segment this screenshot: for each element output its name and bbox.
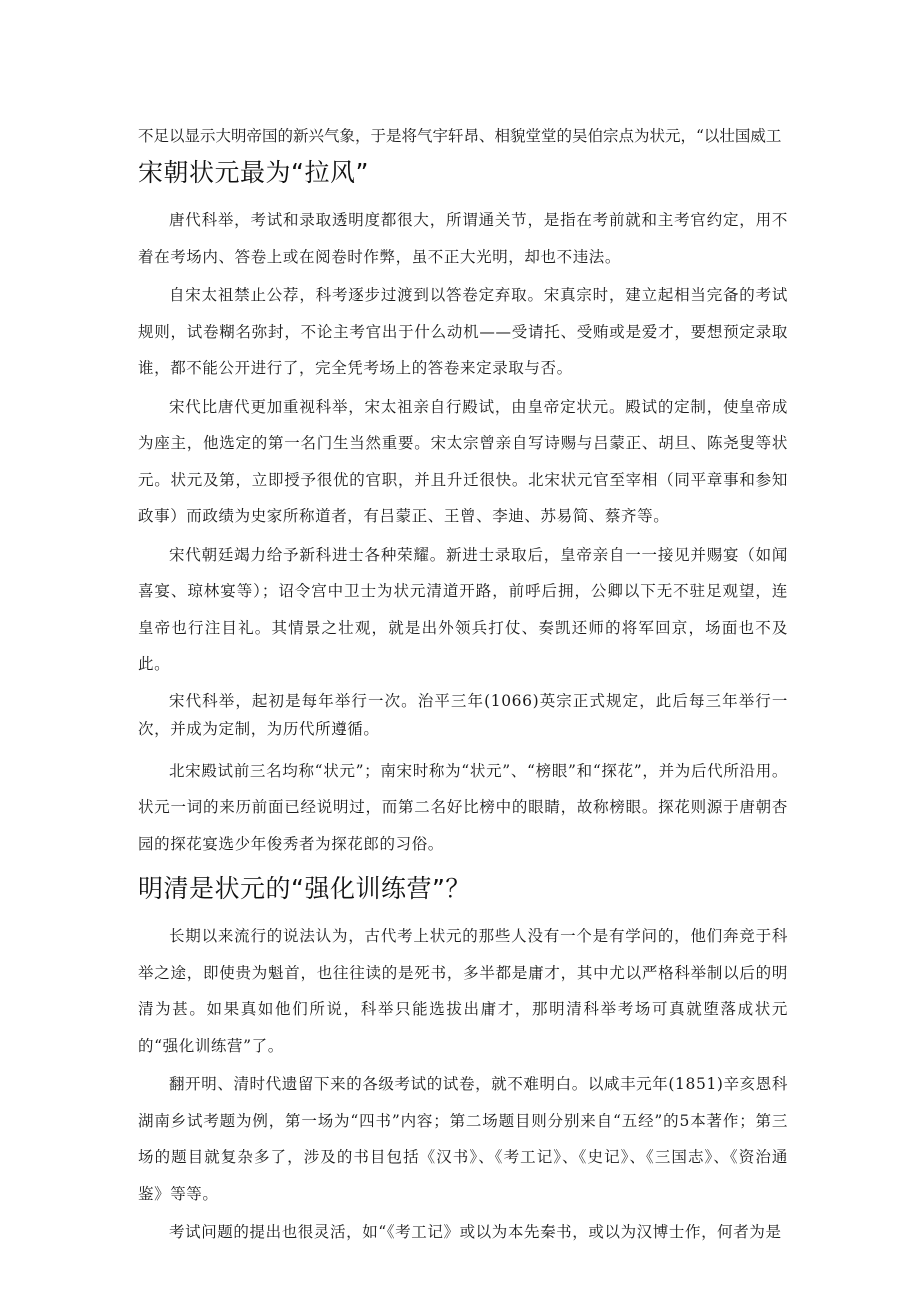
paragraph: 北宋殿试前三名均称“状元”；南宋时称为“状元”、“榜眼”和“探花”，并为后代所沿用。状元一词的来历前面已经说明过，而第二名好比榜中的眼睛，故称榜眼。探花则源于唐朝杏园的探花宴选少年俊秀者为探花郎的习俗。 (138, 761, 788, 853)
paragraph: 自宋太祖禁止公荐，科考逐步过渡到以答卷定弃取。宋真宗时，建立起相当完备的考试规则，试卷糊名弥封，不论主考官出于什么动机——受请托、受贿或是爱才，要想预定录取谁，都不能公开进行了，完全凭考场上的答卷来定录取与否。 (138, 286, 788, 377)
paragraph: 长期以来流行的说法认为，古代考上状元的那些人没有一个是有学问的，他们奔竞于科举之途，即使贵为魁首，也往往读的是死书，多半都是庸才，其中尤以严格科举制以后的明清为甚。如果真如他们所说，科举只能选拔出庸才，那明清科举考场可真就堕落成状元的“强化训练营”了。 (138, 927, 788, 1055)
paragraph: 宋代比唐代更加重视科举，宋太祖亲自行殿试，由皇帝定状元。殿试的定制，使皇帝成为座主，他选定的第一名门生当然重要。宋太宗曾亲自写诗赐与吕蒙正、胡旦、陈尧叟等状元。状元及第，立即授予很优的官职，并且升迁很快。北宋状元官至宰相（同平章事和参知政事）而政绩为史家所称道者，有吕蒙正、王曾、李迪、苏易简、蔡齐等。 (138, 397, 788, 525)
section-heading-ming-qing: 明清是状元的“强化训练营”？ (138, 874, 471, 903)
paragraph: 宋代科举，起初是每年举行一次。治平三年(1066)英宗正式规定，此后每三年举行一次，并成为定制，为历代所遵循。 (138, 691, 788, 738)
section-heading-song: 宋朝状元最为“拉风” (138, 158, 369, 187)
document-page (138, 118, 788, 1253)
paragraph: 唐代科举，考试和录取透明度都很大，所谓通关节，是指在考前就和主考官约定，用不着在考场内、答卷上或在阅卷时作弊，虽不正大光明，却也不违法。 (138, 211, 788, 266)
paragraph: 考试问题的提出也很灵活，如“《考工记》或以为本先秦书，或以为汉博士作，何者为是 (169, 1223, 782, 1241)
paragraph: 翻开明、清时代遗留下来的各级考试的试卷，就不难明白。以咸丰元年(1851)辛亥恩科湖南乡试考题为例，第一场为“四书”内容；第二场题目则分别来自“五经”的5本著作；第三场的题目就复杂多了，涉及的书目包括《汉书》、《考工记》、《史记》、《三国志》、《资治通鉴》等等。 (138, 1075, 788, 1203)
lead-line: 不足以显示大明帝国的新兴气象，于是将气宇轩昂、相貌堂堂的吴伯宗点为状元，“以壮国威工 (138, 127, 782, 145)
paragraph: 宋代朝廷竭力给予新科进士各种荣耀。新进士录取后，皇帝亲自一一接见并赐宴（如闻喜宴、琼林宴等）；诏令宫中卫士为状元清道开路，前呼后拥，公卿以下无不驻足观望，连皇帝也行注目礼。其情景之壮观，就是出外领兵打仗、奏凯还师的将军回京，场面也不及此。 (138, 545, 788, 673)
